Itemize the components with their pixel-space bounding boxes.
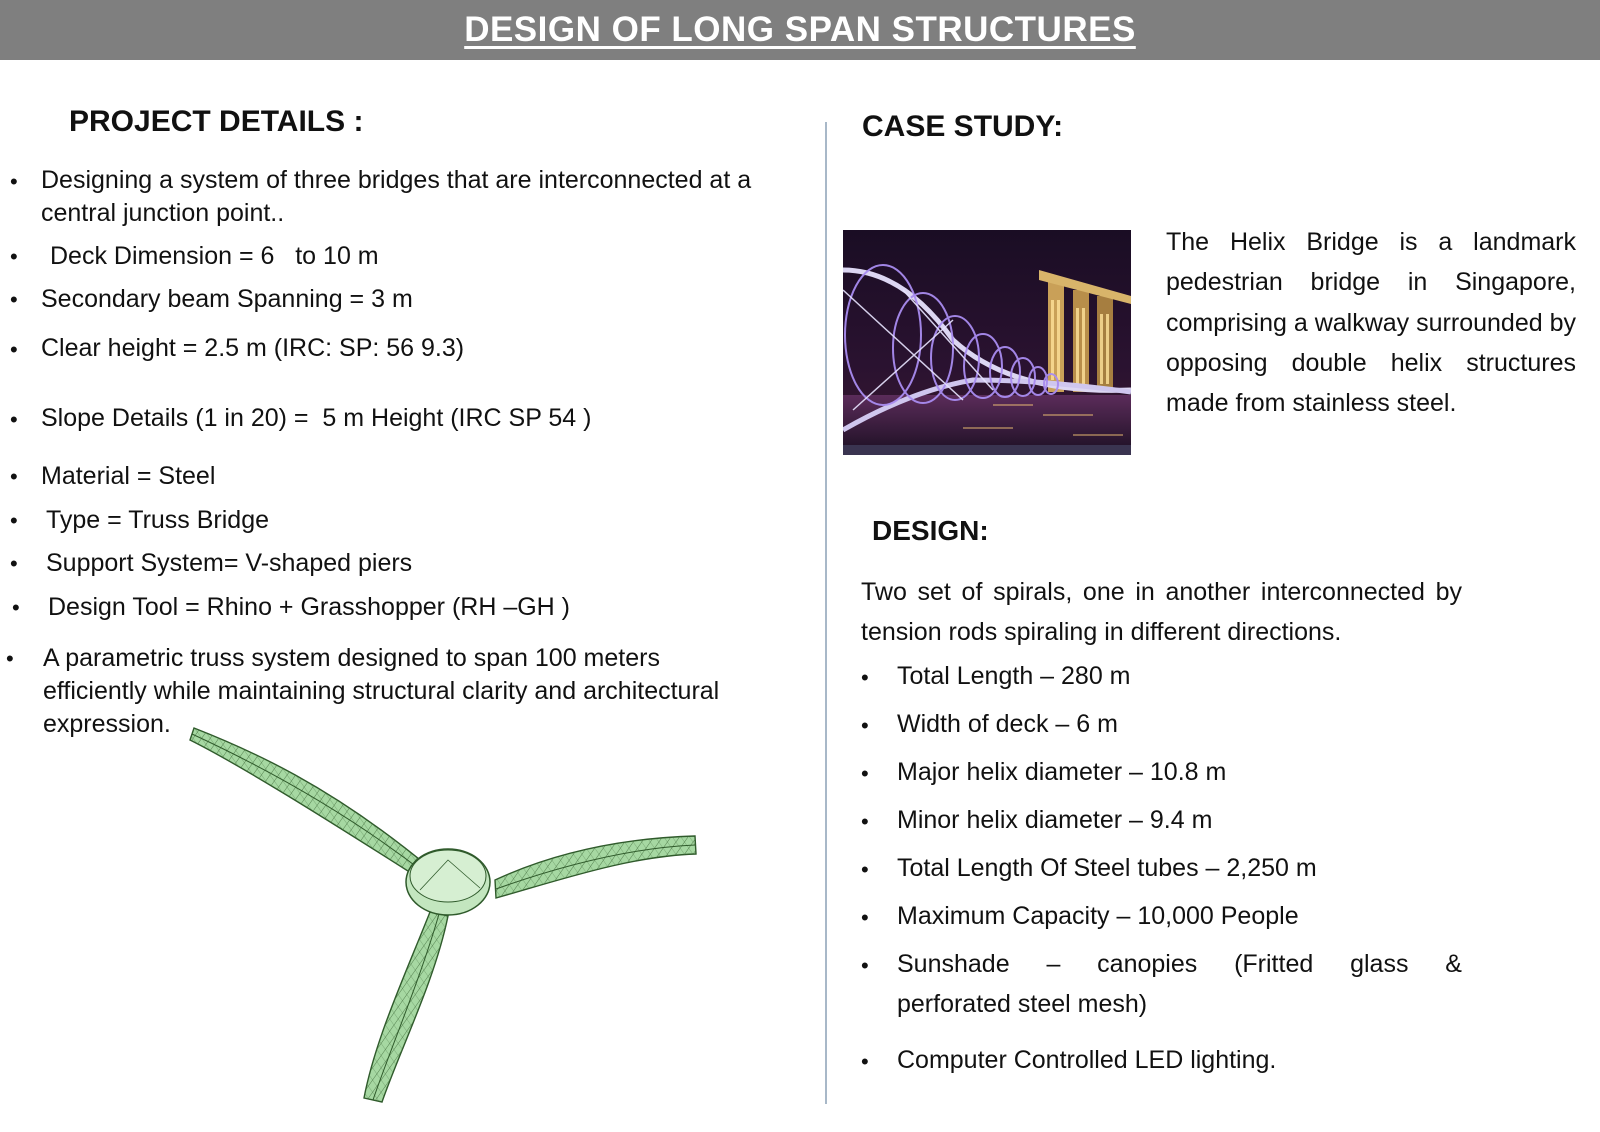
bullet: • (10, 337, 18, 362)
list-item: A parametric truss system designed to span 100 meters (43, 644, 660, 672)
bullet: • (861, 857, 869, 882)
bullet: • (10, 169, 18, 194)
list-item-continuation: perforated steel mesh) (897, 990, 1148, 1018)
list-item: Secondary beam Spanning = 3 m (41, 285, 413, 313)
list-item: Width of deck – 6 m (897, 710, 1118, 738)
bullet: • (861, 665, 869, 690)
bullet: • (861, 713, 869, 738)
bullet: • (6, 646, 14, 671)
list-word: & (1445, 950, 1462, 978)
list-item: Designing a system of three bridges that are interconnected at a (41, 166, 752, 194)
list-word: (Fritted (1234, 950, 1314, 978)
case-study-heading: CASE STUDY: (862, 110, 1064, 143)
sunshade-line (897, 944, 1462, 984)
list-item: Type = Truss Bridge (46, 506, 270, 534)
list-item: Total Length Of Steel tubes – 2,250 m (897, 854, 1317, 882)
list-item: expression. (43, 710, 171, 738)
helix-bridge-photo (843, 230, 1131, 455)
list-item: Major helix diameter – 10.8 m (897, 758, 1227, 786)
bullet: • (10, 244, 18, 269)
column-divider (825, 122, 827, 1104)
list-word: glass (1350, 950, 1409, 978)
list-item: Support System= V-shaped piers (46, 549, 413, 577)
list-item: Clear height = 2.5 m (IRC: SP: 56 9.3) (41, 334, 465, 362)
bullet: • (10, 287, 18, 312)
helix-bridge-illustration (843, 230, 1131, 455)
list-item: Design Tool = Rhino + Grasshopper (RH –GH ) (48, 593, 570, 621)
title-bar (0, 0, 1600, 60)
project-details-heading: PROJECT DETAILS : (69, 105, 364, 138)
bullet: • (10, 407, 18, 432)
bullet: • (861, 953, 869, 978)
truss-arm-right (495, 836, 696, 898)
truss-bridge-model (180, 720, 720, 1130)
bullet: • (12, 595, 20, 620)
bullet: • (861, 1049, 869, 1074)
list-word: Sunshade (897, 950, 1010, 978)
list-item: Computer Controlled LED lighting. (897, 1046, 1277, 1074)
bullet: • (10, 464, 18, 489)
truss-arm-upper-left (190, 728, 430, 880)
case-study-description: The Helix Bridge is a landmark pedestrian bridge in Singapore, comprising a walkway surrounded by opposing double helix structures made from stainless steel. (1166, 228, 1576, 418)
list-item: Minor helix diameter – 9.4 m (897, 806, 1213, 834)
bullet: • (861, 809, 869, 834)
list-item: central junction point.. (41, 199, 285, 227)
bullet: • (10, 551, 18, 576)
design-intro: Two set of spirals, one in another interconnected by tension rods spiraling in different directions. (861, 578, 1462, 646)
bullet: • (10, 508, 18, 533)
list-item: Total Length – 280 m (897, 662, 1131, 690)
bullet: • (861, 761, 869, 786)
bullet: • (861, 905, 869, 930)
list-item: Deck Dimension = 6 to 10 m (50, 242, 379, 270)
list-item-sunshade (897, 944, 1462, 1024)
truss-arm-lower (364, 912, 448, 1102)
central-junction (406, 849, 490, 915)
list-item: efficiently while maintaining structural clarity and architectural (43, 677, 720, 705)
list-item: Maximum Capacity – 10,000 People (897, 902, 1299, 930)
design-heading: DESIGN: (872, 515, 989, 546)
page-title: DESIGN OF LONG SPAN STRUCTURES (464, 10, 1136, 49)
list-word: canopies (1097, 950, 1198, 978)
list-word: – (1046, 950, 1061, 978)
list-item: Slope Details (1 in 20) = 5 m Height (IRC SP 54 ) (41, 404, 592, 432)
list-item: Material = Steel (41, 462, 216, 490)
